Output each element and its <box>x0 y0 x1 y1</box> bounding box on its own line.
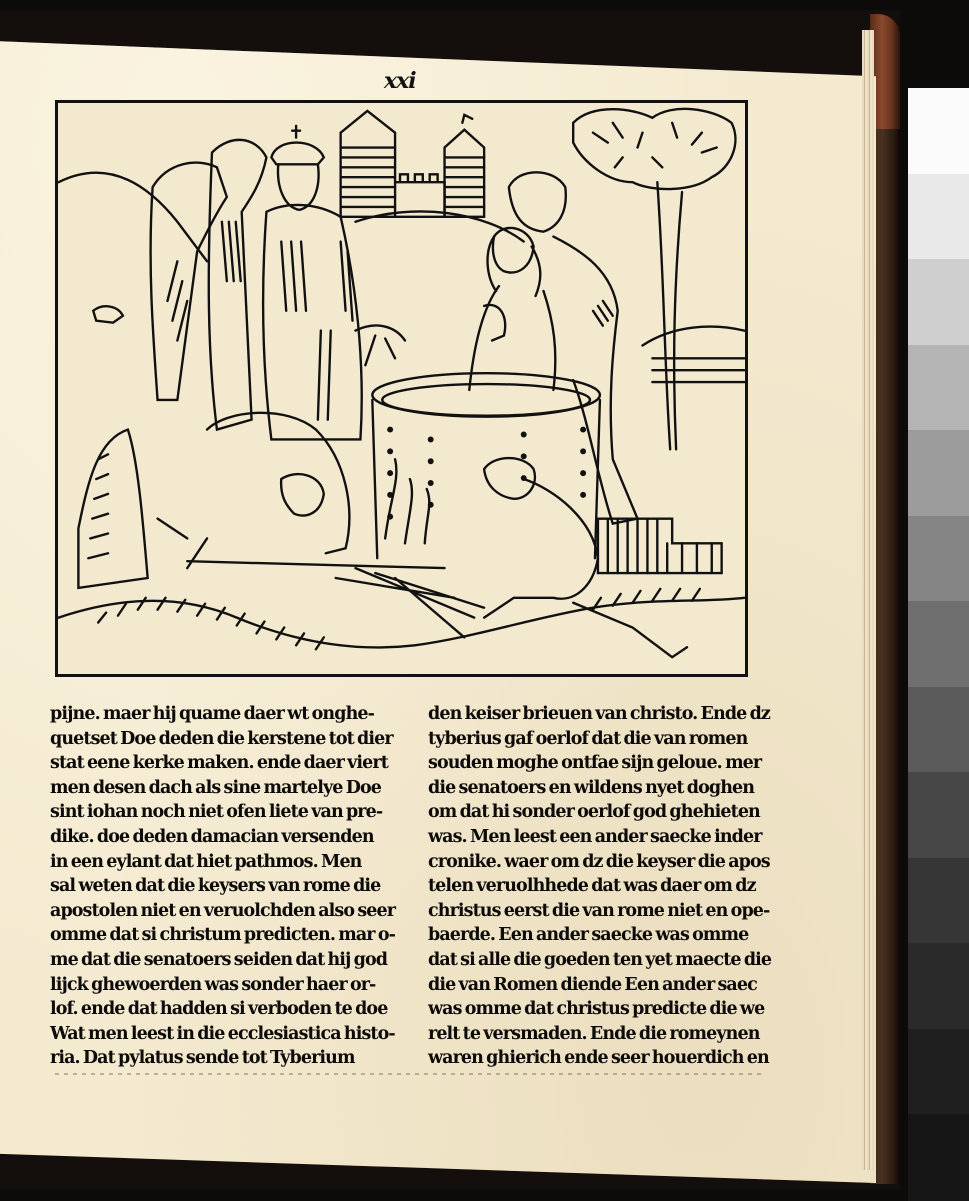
castle-tower-right <box>445 130 485 217</box>
gray-patch <box>908 601 969 688</box>
text-line: den keiser brieuen van christo. Ende dz <box>428 704 770 724</box>
grayscale-calibration-strip <box>908 88 969 1200</box>
steps <box>598 519 722 573</box>
hill-left <box>59 173 207 262</box>
text-line: cronike. waer om dz die keyser die apos <box>428 851 770 872</box>
text-line: om dat hi sonder oerlof god ghehieten <box>428 802 760 823</box>
gray-patch <box>908 516 969 603</box>
gray-patch <box>908 772 969 859</box>
gray-patch <box>908 943 969 1030</box>
emperor-crown <box>271 126 323 165</box>
text-line: omme dat si christum predicten. mar o- <box>50 925 395 946</box>
tree-trunk <box>657 182 682 449</box>
text-line: relt te versmaden. Ende die romeynen <box>428 1023 760 1044</box>
text-line: sint iohan noch niet ofen liete van pre- <box>50 802 383 823</box>
text-line: souden moghe ontfae sijn geloue. mer <box>428 753 762 774</box>
woodcut-drawing <box>58 103 745 674</box>
text-line: baerde. Een ander saecke was omme <box>428 925 749 946</box>
folio-number: xxi <box>384 68 416 94</box>
show-through-line <box>55 1073 765 1075</box>
text-line: Wat men leest in die ecclesiastica histo- <box>50 1023 395 1044</box>
text-line: lof. ende dat hadden si verboden te doe <box>50 999 388 1020</box>
gray-patch <box>908 259 969 346</box>
plant <box>355 325 404 365</box>
stones <box>93 306 123 322</box>
text-line: sal weten dat die keysers van rome die <box>50 876 381 897</box>
text-column-right <box>428 702 778 1071</box>
gray-patch <box>908 430 969 517</box>
emperor-face <box>278 164 319 210</box>
saint-hands <box>484 305 505 341</box>
text-line: ria. Dat pylatus sende tot Tyberium <box>50 1048 355 1069</box>
text-line: tyberius gaf oerlof dat die van romen <box>428 728 748 749</box>
page-block-edges <box>862 30 874 1170</box>
text-line: stat eene kerke maken. ende daer viert <box>50 753 388 774</box>
text-line: in een eylant dat hiet pathmos. Men <box>50 851 362 872</box>
gray-patch <box>908 345 969 432</box>
emperor-robe <box>263 205 362 440</box>
text-column-left <box>50 702 400 1071</box>
text-line: christus eerst die van rome niet en ope- <box>428 900 770 921</box>
rock <box>78 430 147 588</box>
counsellor-bearded <box>209 140 267 430</box>
text-line: telen veruolhhede dat was daer om dz <box>428 876 756 897</box>
text-line: lijck ghewoerden was sonder haer or- <box>50 974 376 995</box>
text-line: dat si alle die goeden ten yet maecte die <box>428 949 772 970</box>
text-line: was omme dat christus predicte die we <box>428 999 765 1020</box>
woodcut-illustration <box>55 100 748 677</box>
gray-patch <box>908 1029 969 1116</box>
text-line: quetset Doe deden die kerstene tot dier <box>50 728 393 749</box>
text-line: die van Romen diende Een ander saec <box>428 974 757 995</box>
stoker-left-body <box>207 413 349 553</box>
text-line: was. Men leest een ander saecke inder <box>428 826 762 847</box>
text-line: dike. doe deden damacian versenden <box>50 826 374 847</box>
text-line: me dat die senatoers seiden dat hij god <box>50 949 388 970</box>
gray-patch <box>908 88 969 175</box>
gray-patch <box>908 687 969 774</box>
gray-patch <box>908 174 969 261</box>
text-line: waren ghierich ende seer houerdich en <box>428 1048 769 1069</box>
text-line: pijne. maer hij quame daer wt onghe- <box>50 704 375 724</box>
text-line: die senatoers en wildens nyet doghen <box>428 777 755 798</box>
text-line: apostolen niet en veruolchden also seer <box>50 900 396 921</box>
executioner-head <box>509 172 566 231</box>
counsellor-hooded <box>151 163 227 400</box>
poker <box>187 561 444 568</box>
gray-patch <box>908 1114 969 1201</box>
text-line: men desen dach als sine martelye Doe <box>50 777 381 798</box>
gray-patch <box>908 858 969 945</box>
stoker-right-head <box>484 458 535 499</box>
firewood <box>336 568 484 637</box>
castle-tower-left <box>341 111 395 217</box>
stoker-left-head <box>281 474 324 515</box>
